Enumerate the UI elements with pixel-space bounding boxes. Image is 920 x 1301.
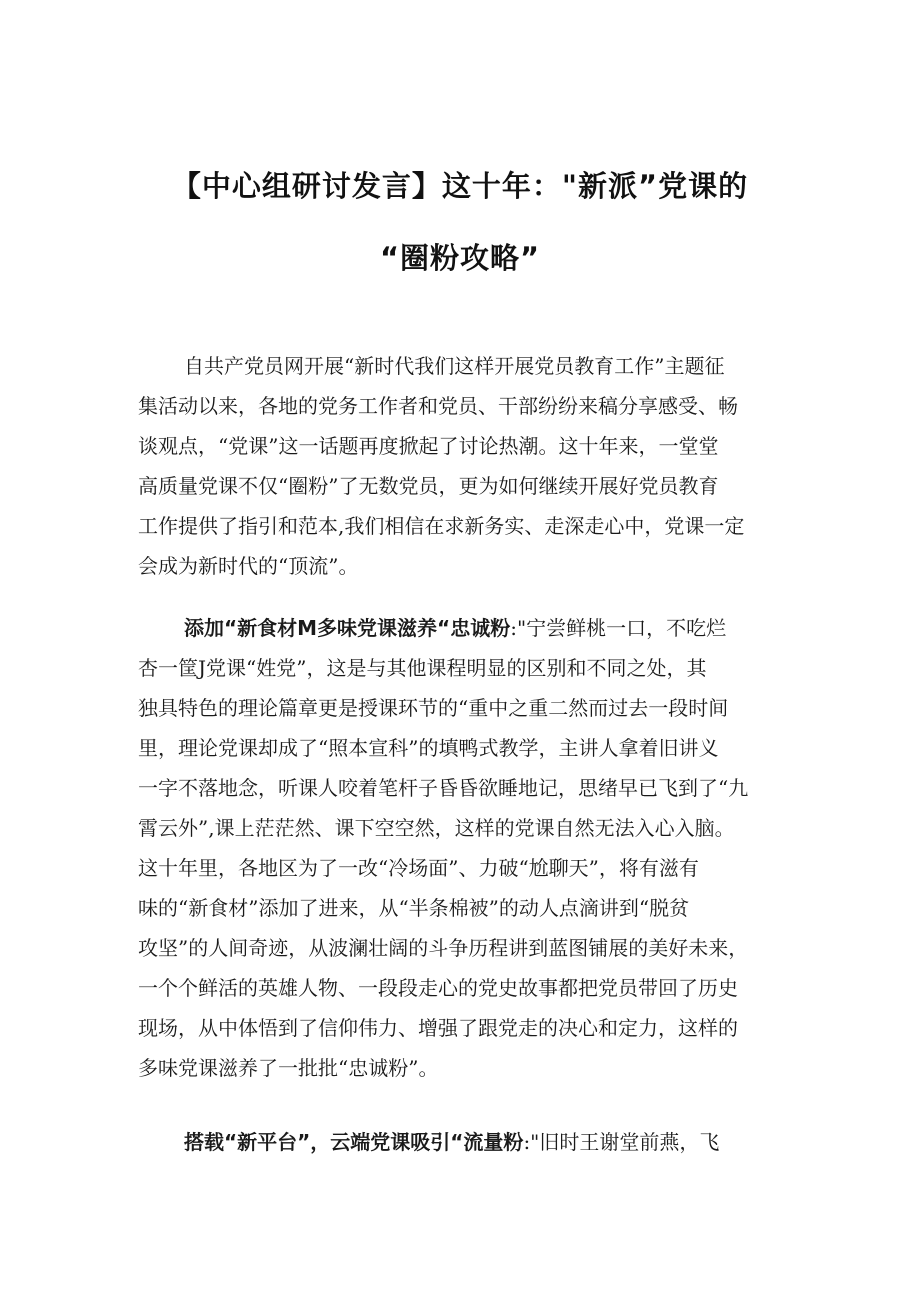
paragraph-line: 谈观点，“党课”这一话题再度掀起了讨论热潮。这十年来，一堂堂 xyxy=(138,434,719,458)
paragraph-line: 高质量党课不仅“圈粉”了无数党员，更为如何继续开展好党员教育 xyxy=(138,474,719,498)
paragraph-line: 集活动以来，各地的党务工作者和党员、干部纷纷来稿分享感受、畅 xyxy=(138,394,738,418)
paragraph-lead-line xyxy=(184,1127,719,1157)
paragraph-line: 独具特色的理论篇章更是授课环节的“重中之重二然而过去一段时间 xyxy=(138,696,729,720)
section-lead-text: :"宁尝鲜桃一口，不吃烂 xyxy=(510,616,727,640)
paragraph-line: 霄云外”,课上茫茫然、课下空空然，这样的党课自然无法入心入脑。 xyxy=(138,816,735,840)
paragraph-line: 一个个鲜活的英雄人物、一段段走心的党史故事都把党员带回了历史 xyxy=(138,976,738,1000)
paragraph-line: 一字不落地念，听课人咬着笔杆子昏昏欲睡地记，思绪早已飞到了“九 xyxy=(138,776,749,800)
paragraph-line: 这十年里，各地区为了一改“冷场面”、力破“尬聊天”，将有滋有 xyxy=(138,856,699,880)
section-lead-text: :"旧时王谢堂前燕，飞 xyxy=(523,1130,720,1154)
paragraph-lead-line xyxy=(184,613,726,643)
document-title-line-1: 【中心组研讨发言】这十年："新派”党课的 xyxy=(171,169,749,203)
section-heading: 搭载“新平台”，云端党课吸引“流量粉 xyxy=(184,1130,524,1154)
paragraph-line: 自共产党员网开展“新时代我们这样开展党员教育工作”主题征 xyxy=(184,354,725,378)
paragraph-line: 杏一筐J党课“姓党”，这是与其他课程明显的区别和不同之处，其 xyxy=(138,656,707,680)
section-heading: 添加“新食材M多味党课滋养“忠诚粉 xyxy=(184,616,511,640)
paragraph-line: 会成为新时代的“顶流”。 xyxy=(138,554,359,578)
paragraph-line: 现场，从中体悟到了信仰伟力、增强了跟党走的决心和定力，这样的 xyxy=(138,1016,738,1040)
paragraph-line: 攻坚”的人间奇迹，从波澜壮阔的斗争历程讲到蓝图铺展的美好未来， xyxy=(138,936,749,960)
paragraph-line: 多味党课滋养了一批批“忠诚粉”。 xyxy=(138,1056,439,1080)
paragraph-line: 味的“新食材”添加了进来，从“半条棉被”的动人点滴讲到“脱贫 xyxy=(138,896,690,920)
document-title-line-2: “圈粉攻略” xyxy=(379,241,541,275)
paragraph-line: 工作提供了指引和范本,我们相信在求新务实、走深走心中，党课一定 xyxy=(138,514,745,538)
paragraph-line: 里，理论党课却成了“照本宣科”的填鸭式教学，主讲人拿着旧讲义 xyxy=(138,736,719,760)
